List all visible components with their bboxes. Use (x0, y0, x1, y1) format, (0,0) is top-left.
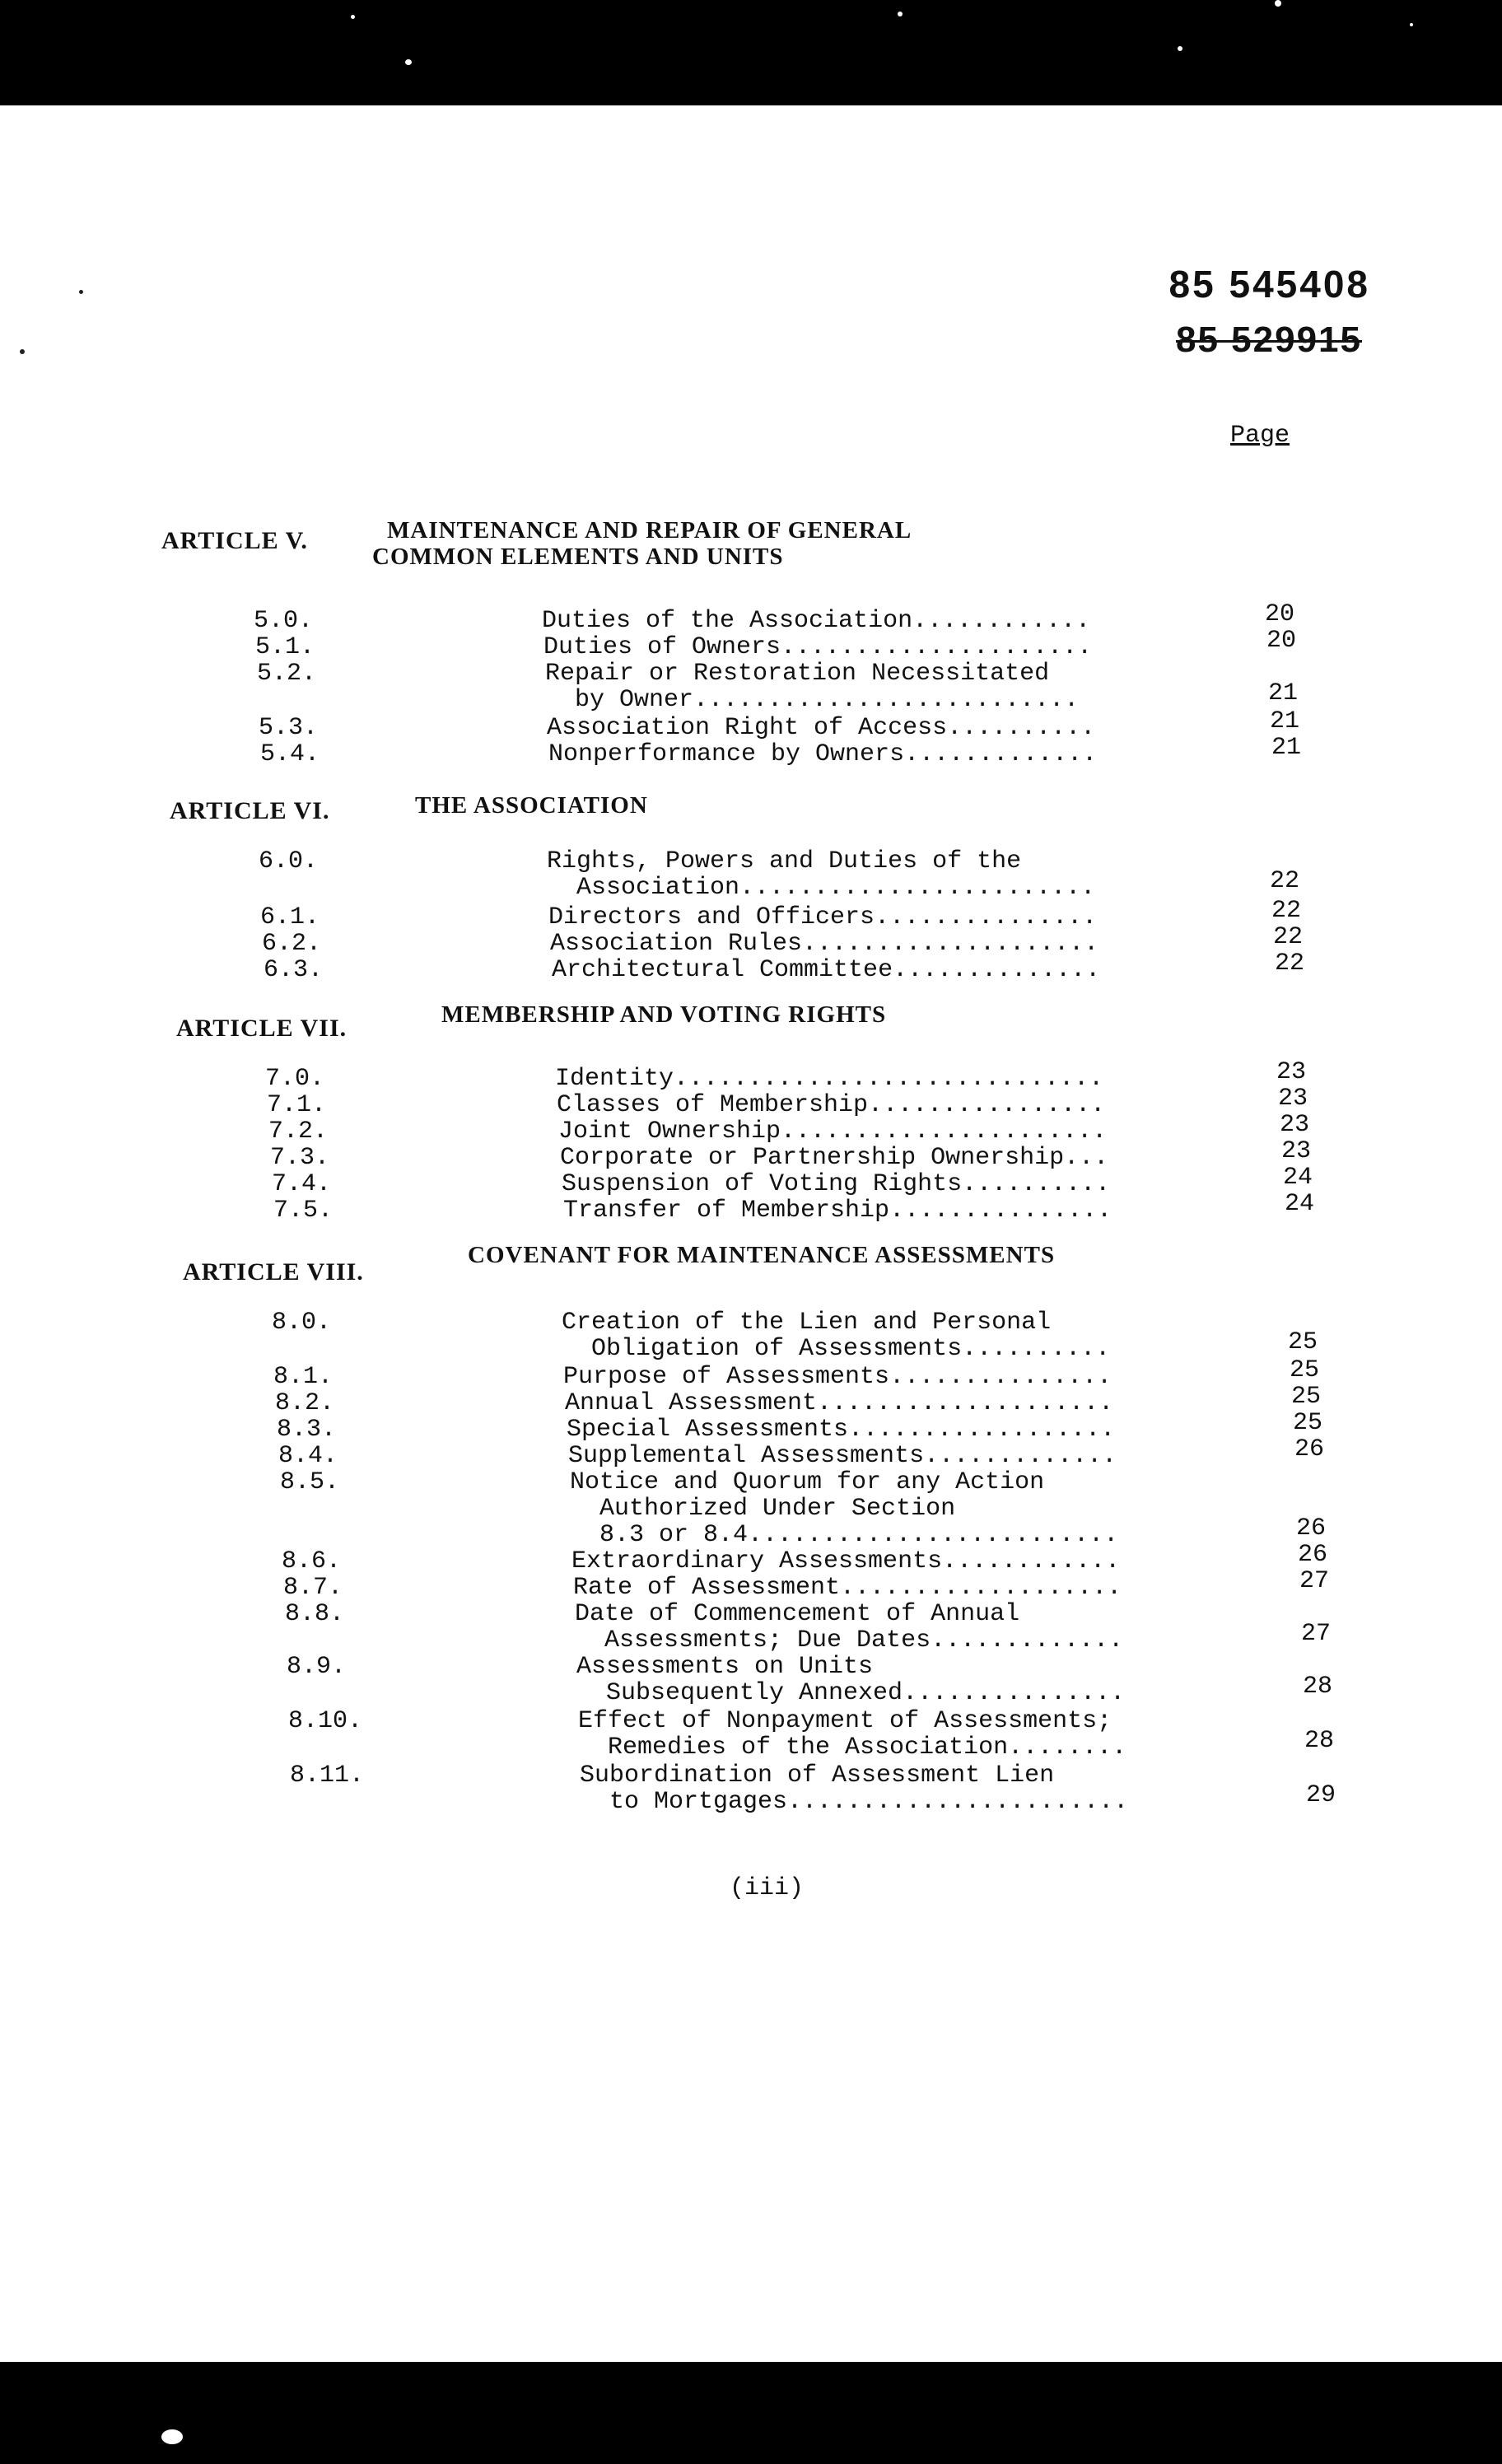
section-number: 7.5. (273, 1197, 334, 1225)
section-number: 6.2. (262, 930, 322, 958)
section-number: 8.0. (272, 1309, 332, 1337)
section-title: Rate of Assessment................... (573, 1574, 1122, 1602)
section-page-number: 22 (1274, 950, 1304, 978)
section-title: Creation of the Lien and Personal (562, 1309, 1052, 1337)
article-label: ARTICLE VIII. (183, 1258, 364, 1286)
scan-speck (1275, 0, 1281, 7)
section-title: by Owner.......................... (545, 686, 1080, 714)
section-title: Annual Assessment.................... (565, 1389, 1114, 1417)
section-title: Extraordinary Assessments............ (571, 1547, 1121, 1575)
section-number: 5.3. (259, 714, 319, 742)
section-title: Assessments on Units (576, 1653, 874, 1681)
section-number: 7.4. (272, 1170, 332, 1198)
section-page-number: 23 (1277, 1085, 1308, 1113)
section-title: Duties of the Association............ (542, 607, 1091, 635)
section-title: Notice and Quorum for any Action (570, 1468, 1045, 1496)
old-document-number: 85 529915 (1176, 320, 1362, 360)
section-number: 8.6. (282, 1547, 342, 1575)
section-number: 5.2. (257, 660, 317, 688)
article-label: ARTICLE VI. (170, 797, 330, 824)
section-number: 7.3. (270, 1144, 330, 1172)
section-number: 8.8. (285, 1600, 345, 1628)
section-page-number: 27 (1299, 1567, 1329, 1595)
section-page-number: 25 (1287, 1328, 1318, 1356)
section-page-number: 26 (1295, 1514, 1326, 1542)
section-number: 8.9. (287, 1653, 347, 1681)
section-number: 6.1. (260, 903, 320, 931)
section-title: Nonperformance by Owners............. (548, 740, 1098, 768)
section-number: 6.0. (259, 847, 319, 875)
section-title: Assessments; Due Dates............. (575, 1626, 1124, 1654)
scan-speck (20, 349, 25, 354)
section-page-number: 22 (1271, 897, 1301, 925)
section-title: Special Assessments.................. (567, 1416, 1116, 1444)
section-page-number: 23 (1279, 1111, 1309, 1139)
section-page-number: 21 (1271, 734, 1301, 762)
section-page-number: 21 (1269, 707, 1299, 735)
scan-speck (79, 290, 83, 294)
scan-speck (898, 12, 903, 16)
section-page-number: 21 (1267, 679, 1298, 707)
section-title: 8.3 or 8.4......................... (570, 1521, 1119, 1549)
section-page-number: 25 (1290, 1383, 1321, 1411)
article-title: MEMBERSHIP AND VOTING RIGHTS (441, 1001, 887, 1028)
section-number: 8.2. (275, 1389, 335, 1417)
section-page-number: 26 (1297, 1541, 1327, 1569)
article-label: ARTICLE V. (161, 527, 308, 554)
section-title: Obligation of Assessments.......... (562, 1335, 1111, 1363)
article-label: ARTICLE VII. (176, 1015, 348, 1042)
article-title: COMMON ELEMENTS AND UNITS (372, 544, 784, 570)
article-title: THE ASSOCIATION (415, 792, 648, 819)
section-number: 8.4. (278, 1442, 338, 1470)
section-title: Remedies of the Association........ (578, 1734, 1127, 1762)
section-title: Subordination of Assessment Lien (580, 1762, 1055, 1790)
section-title: Subsequently Annexed............... (576, 1679, 1126, 1707)
section-title: Joint Ownership...................... (558, 1118, 1108, 1146)
section-number: 8.5. (280, 1468, 340, 1496)
section-title: Identity............................. (555, 1065, 1104, 1093)
section-page-number: 27 (1300, 1620, 1331, 1648)
article-title: MAINTENANCE AND REPAIR OF GENERAL (387, 517, 912, 544)
section-title: Corporate or Partnership Ownership... (560, 1144, 1109, 1172)
scan-speck (1178, 46, 1182, 51)
section-title: Rights, Powers and Duties of the (547, 847, 1022, 875)
scan-speck (1410, 23, 1413, 26)
section-page-number: 20 (1266, 627, 1296, 655)
section-page-number: 26 (1294, 1435, 1324, 1463)
section-page-number: 24 (1282, 1164, 1313, 1192)
section-number: 7.0. (265, 1065, 325, 1093)
scan-border-top (0, 0, 1502, 105)
article-title: COVENANT FOR MAINTENANCE ASSESSMENTS (468, 1242, 1056, 1268)
section-title: to Mortgages....................... (580, 1788, 1129, 1816)
scan-border-bottom (0, 2362, 1502, 2464)
section-number: 7.1. (267, 1091, 327, 1119)
section-number: 7.2. (268, 1118, 329, 1146)
section-title: Transfer of Membership............... (563, 1197, 1113, 1225)
section-title: Duties of Owners..................... (543, 633, 1093, 661)
scan-speck (161, 2429, 183, 2444)
section-page-number: 23 (1280, 1137, 1311, 1165)
section-page-number: 28 (1304, 1727, 1334, 1755)
section-page-number: 20 (1264, 600, 1294, 628)
section-number: 8.7. (283, 1574, 343, 1602)
section-title: Purpose of Assessments............... (563, 1363, 1113, 1391)
section-number: 5.4. (260, 740, 320, 768)
section-page-number: 29 (1305, 1781, 1336, 1809)
section-title: Association Rules.................... (550, 930, 1099, 958)
section-number: 8.3. (277, 1416, 337, 1444)
section-title: Date of Commencement of Annual (575, 1600, 1020, 1628)
section-title: Authorized Under Section (570, 1495, 956, 1523)
section-page-number: 25 (1292, 1409, 1322, 1437)
section-title: Effect of Nonpayment of Assessments; (578, 1707, 1113, 1735)
section-number: 8.11. (290, 1762, 365, 1790)
section-title: Supplemental Assessments............. (568, 1442, 1117, 1470)
scan-speck (405, 59, 412, 65)
section-page-number: 22 (1272, 923, 1303, 951)
section-page-number: 28 (1302, 1673, 1332, 1701)
section-number: 5.0. (254, 607, 314, 635)
section-page-number: 24 (1284, 1190, 1314, 1218)
section-number: 5.1. (255, 633, 315, 661)
section-title: Association Right of Access.......... (547, 714, 1096, 742)
page-column-heading: Page (1230, 422, 1290, 450)
section-page-number: 22 (1269, 867, 1299, 895)
section-number: 8.1. (273, 1363, 334, 1391)
section-page-number: 23 (1276, 1058, 1306, 1086)
section-title: Suspension of Voting Rights.......... (562, 1170, 1111, 1198)
section-title: Repair or Restoration Necessitated (545, 660, 1050, 688)
scan-speck (351, 15, 355, 19)
section-title: Architectural Committee.............. (552, 956, 1101, 984)
section-number: 8.10. (288, 1707, 363, 1735)
document-number: 85 545408 (1168, 263, 1370, 306)
section-title: Association........................ (547, 874, 1096, 902)
section-title: Directors and Officers............... (548, 903, 1098, 931)
section-number: 6.3. (264, 956, 324, 984)
section-title: Classes of Membership................ (557, 1091, 1106, 1119)
section-page-number: 25 (1289, 1356, 1319, 1384)
page-number: (iii) (730, 1874, 805, 1902)
